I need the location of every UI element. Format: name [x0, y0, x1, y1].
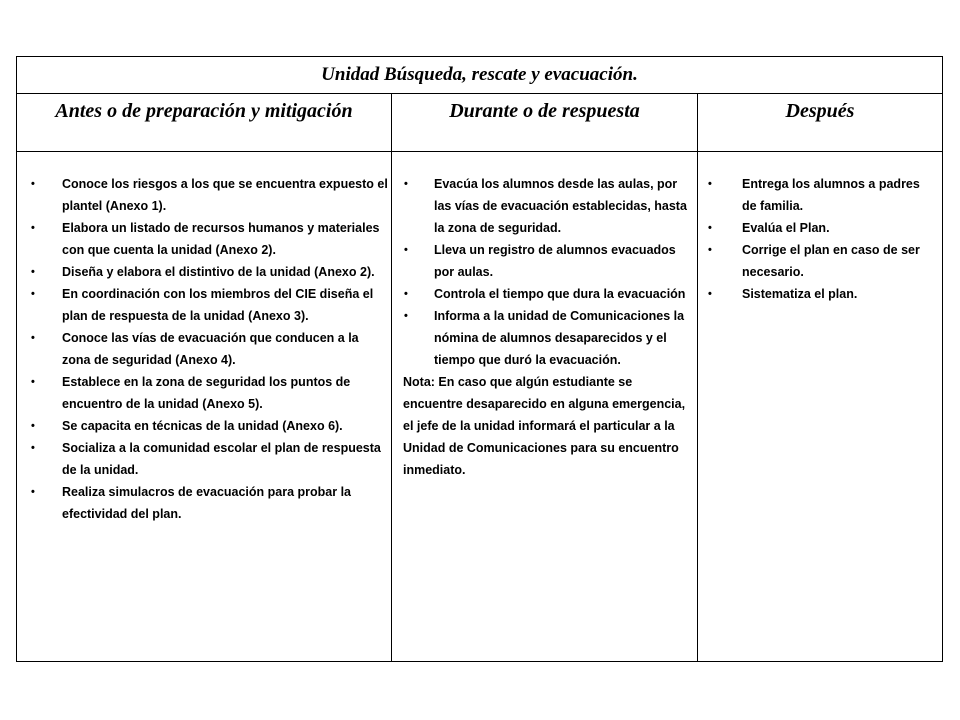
bullet-icon: •	[708, 178, 712, 190]
before-list	[17, 173, 391, 525]
list-item: • Sistematiza el plan.	[698, 283, 942, 305]
list-item: • Lleva un registro de alumnos evacuados por aulas.	[392, 239, 697, 283]
bullet-icon: •	[708, 244, 712, 256]
plan-table	[16, 56, 943, 662]
during-note: Nota: En caso que algún estudiante se encuentre desaparecido en alguna emergencia, el jefe de la unidad informará el particular a la Unidad de Comunicaciones para su encuentro inmediato.	[403, 375, 686, 477]
bullet-icon: •	[404, 244, 408, 256]
list-item: • Socializa a la comunidad escolar el plan de respuesta de la unidad.	[17, 437, 391, 481]
bullet-icon: •	[31, 178, 35, 190]
list-item: • Realiza simulacros de evacuación para probar la efectividad del plan.	[17, 481, 391, 525]
list-item: • Diseña y elabora el distintivo de la unidad (Anexo 2).	[17, 261, 391, 283]
list-item: • En coordinación con los miembros del CIE diseña el plan de respuesta de la unidad (Anexo 3).	[17, 283, 391, 327]
list-item: • Controla el tiempo que dura la evacuación	[392, 283, 697, 305]
bullet-icon: •	[31, 486, 35, 498]
table-body-row	[17, 151, 942, 661]
during-list	[392, 173, 697, 371]
after-list	[698, 173, 942, 305]
bullet-icon: •	[404, 178, 408, 190]
before-cell	[17, 151, 392, 661]
list-item: • Conoce las vías de evacuación que conducen a la zona de seguridad (Anexo 4).	[17, 327, 391, 371]
table-header-row	[17, 93, 942, 152]
header-during: Durante o de respuesta	[392, 93, 698, 151]
list-item: • Corrige el plan en caso de ser necesario.	[698, 239, 942, 283]
list-item: • Informa a la unidad de Comunicaciones la nómina de alumnos desaparecidos y el tiempo que duró la evacuación.	[392, 305, 697, 371]
bullet-icon: •	[31, 420, 35, 432]
bullet-icon: •	[404, 310, 408, 322]
header-before: Antes o de preparación y mitigación	[17, 93, 392, 151]
list-item: • Entrega los alumnos a padres de familia.	[698, 173, 942, 217]
bullet-icon: •	[404, 288, 408, 300]
header-after: Después	[785, 100, 855, 122]
after-cell	[698, 151, 942, 661]
bullet-icon: •	[31, 376, 35, 388]
table-title: Unidad Búsqueda, rescate y evacuación.	[17, 57, 942, 94]
bullet-icon: •	[31, 222, 35, 234]
list-item: • Conoce los riesgos a los que se encuentra expuesto el plantel (Anexo 1).	[17, 173, 391, 217]
list-item: • Evalúa el Plan.	[698, 217, 942, 239]
bullet-icon: •	[708, 222, 712, 234]
bullet-icon: •	[31, 288, 35, 300]
during-cell	[392, 151, 698, 661]
list-item: • Establece en la zona de seguridad los puntos de encuentro de la unidad (Anexo 5).	[17, 371, 391, 415]
list-item: • Elabora un listado de recursos humanos y materiales con que cuenta la unidad (Anexo 2).	[17, 217, 391, 261]
bullet-icon: •	[708, 288, 712, 300]
bullet-icon: •	[31, 442, 35, 454]
bullet-icon: •	[31, 332, 35, 344]
list-item: • Evacúa los alumnos desde las aulas, por las vías de evacuación establecidas, hasta la zona de seguridad.	[392, 173, 697, 239]
list-item: • Se capacita en técnicas de la unidad (Anexo 6).	[17, 415, 391, 437]
bullet-icon: •	[31, 266, 35, 278]
